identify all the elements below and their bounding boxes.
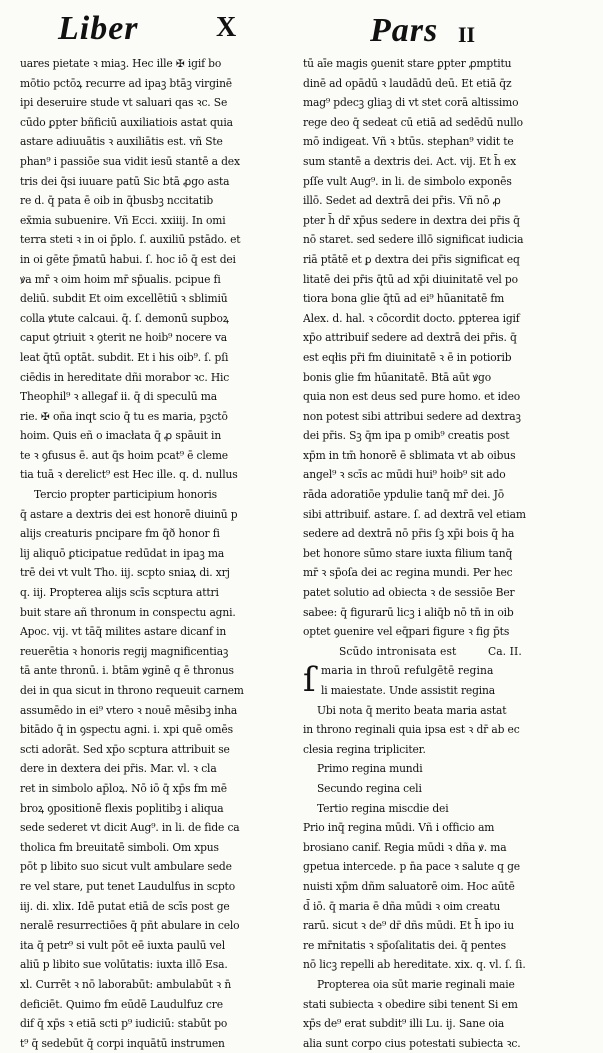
left-column-line: neralē resurrectiōes q̄ pñt abulare in celo <box>20 919 240 933</box>
chapter-line: li maiestate. Unde assistit regina <box>321 684 495 697</box>
chapter-heading-text: Scūdo intronisata est <box>339 644 457 658</box>
chapter-line: Primo regina mundi <box>317 762 423 776</box>
left-column-line: tia tuā ꝛ derelict⁹ est Hec ille. q. d. nullus <box>20 468 238 482</box>
running-head-liber: Liber <box>58 10 139 47</box>
left-column-line: caput ꝯtriuit ꝛ ꝯterit ne hoib⁹ nocere va <box>20 331 228 345</box>
left-column-line: reuerētia ꝛ honoris regij magnificentiaꝫ <box>20 644 229 658</box>
right-column-line: optet ꝯuenire vel eq̄pari figure ꝛ fig p̄ts <box>303 625 510 639</box>
left-column-line: xl. Currēt ꝛ nō laborabūt: ambulabūt ꝛ n̄ <box>20 977 232 991</box>
left-column-line: hoim. Quis eñ o imacłata q̄ ꝓ spāuit in <box>20 429 222 443</box>
left-column-line: trē dei vt vult Tho. iij. scpto sniaꝝ di. xrj <box>20 566 230 580</box>
left-column-line: te ꝛ ꝯfusus ē. aut q̄s hoim pcat⁹ ē cleme <box>20 448 228 462</box>
chapter-line: d̄ iō. q̄ maria ē dña mūdi ꝛ oim creatu <box>303 899 501 913</box>
right-column-line: pter h̄ dr̄ xp̄us sedere in dextra dei pr̄is q̄ <box>303 213 520 227</box>
right-column-line: tū aīe magis ꝯuenit stare ꝑpter ꝓmptitu <box>303 57 512 70</box>
left-column-line: leat q̄tū optāt. subdit. Et i his oib⁹. ſ. pſi <box>20 350 229 364</box>
left-column-line: ꝟa mr̄ ꝛ oim hoim mr̄ sp̄ualis. pcipue fi <box>20 272 221 286</box>
left-column-line: ex̄mia subuenire. Vñ Ecci. xxiiij. In omi <box>20 213 226 227</box>
left-column-line: dif q̄ xp̄s ꝛ etiā scti p⁹ iudiciū: stabūt po <box>20 1017 228 1031</box>
right-column-line: bet honore sūmo stare iuxta filium tanq̄ <box>303 546 513 560</box>
left-column-line: deliū. subdit Et oim excellētiū ꝛ sblimiū <box>20 292 228 306</box>
right-column-line: patet solutio ad obiecta ꝛ de sessiōe Ber <box>303 586 515 600</box>
left-column-line: bitādo q̄ in ꝯspectu agni. i. xpi quē omēs <box>20 723 233 737</box>
chapter-line: gpetua intercede. p n̄a pace ꝛ salute q ge <box>303 860 520 874</box>
left-column-line: tris dei q̄si iuuare patū Sic btā ꝓgo asta <box>20 174 230 188</box>
drop-initial: ſ <box>303 660 316 701</box>
right-column-line: pſſe vult Aug⁹. in li. de simbolo exponēs <box>303 174 512 188</box>
right-column-line: nō staret. sed sedere illō significat iudicia <box>303 233 524 247</box>
left-column-line: re d. q̄ pata ē oib in q̄busbꝫ nccitatib <box>20 194 214 208</box>
running-head-part-number: II <box>458 22 476 47</box>
left-column-line: lij aliquō ꝑticipatue redūdat in ipaꝫ ma <box>20 546 225 560</box>
right-column-line: bonis glie fm hūanitatē. Btā aūt ꝟgo <box>303 370 491 384</box>
right-column-line: mag⁹ pdecꝫ gliaꝫ di vt stet corā altissimo <box>303 96 519 110</box>
chapter-reference: Ca. II. <box>487 644 522 658</box>
left-column-line: phan⁹ i passiōe sua vidit iesū stantē a dex <box>20 154 240 168</box>
running-head <box>0 0 603 48</box>
right-column-line: xp̄m in tm̄ honorē ē sblimata vt ab oibus <box>303 448 516 462</box>
left-column-line: t⁹ q̄ sedebūt q̄ corpi inquātū instrumen <box>20 1036 225 1050</box>
right-column-line: dinē ad opādū ꝛ laudādū deū. Et etiā q̄z <box>303 76 512 90</box>
left-column-line: tā ante thronū. i. btām ꝟginē q ē thronus <box>20 664 234 678</box>
left-column-line: aliū p libito sue volūtatis: iuxta illō Esa. <box>20 958 228 972</box>
left-column-line: Apoc. vij. vt tāq̄ milites astare dicanf in <box>20 625 227 639</box>
left-column-line: broꝝ ꝯpositionē flexis poplitibꝫ i aliqua <box>20 801 224 815</box>
chapter-line: brosiano canif. Regia mūdi ꝛ dña ꝟ. ma <box>303 840 507 854</box>
left-column-line: iij. di. xlix. Idē putat etiā de scīs post ge <box>20 899 230 913</box>
left-column-line: in oi gēte p̄matū habui. ſ. hoc iō q̄ est dei <box>20 252 236 266</box>
right-column-body <box>303 54 583 642</box>
left-column-line: q. iij. Propterea alijs scīs scptura attri <box>20 586 219 600</box>
chapter-line: alia sunt corpo cius potestati subiecta ꝛc. <box>303 1036 521 1050</box>
chapter-two <box>303 642 583 1053</box>
chapter-line: re mr̄nitatis ꝛ sp̄oſalitatis dei. q̄ pentes <box>303 938 506 952</box>
left-column-line: sede sederet vt dicit Aug⁹. in li. de fide ca <box>20 821 240 835</box>
chapter-line: maria in throū refulgētē regina <box>321 664 494 678</box>
right-column-line: illō. Sedet ad dextrā dei pr̄is. Vñ nō ꝓ <box>303 194 501 208</box>
chapter-line: Secundo regina celi <box>317 781 422 795</box>
right-column-line: est eqłis pr̄i fm diuinitatē ꝛ ē in potiorib <box>303 350 512 364</box>
right-column-line: xp̄o attribuif sedere ad dextrā dei pr̄is. q̄ <box>303 331 517 345</box>
right-column-line: sum stantē a dextris dei. Act. vij. Et h̄ ex <box>303 154 517 168</box>
left-column-line: rie. ✠ oña inqt scio q̄ tu es maria, pꝫctō <box>20 409 228 423</box>
left-column-line: terra steti ꝛ in oi p̄plo. ſ. auxiliū pstādo. et <box>20 233 241 247</box>
chapter-line: Propterea oia sūt marie reginali maie <box>317 977 515 991</box>
left-column-line: ret in simbolo ap̄loꝝ. Nō iō q̄ xp̄s fm mē <box>20 781 227 795</box>
chapter-line: nō licꝫ repelli ab hereditate. xix. q. vl. ſ. ſi. <box>303 958 526 972</box>
right-column-line: dei pr̄is. Sꝫ q̄m ipa p omib⁹ creatis post <box>303 429 510 443</box>
left-column-line: ita q̄ petr⁹ si vult pōt eē iuxta paulū vel <box>20 938 225 952</box>
right-column-line: Alex. d. hal. ꝛ cōcordit docto. ꝑpterea igif <box>303 311 520 325</box>
right-column-line: non potest sibi attribui sedere ad dextraꝫ <box>303 409 521 423</box>
left-column-line: cūdo ꝑpter bñficiū auxiliatiois astat quia <box>20 115 233 129</box>
chapter-line: Tertio regina miscdie dei <box>317 801 449 815</box>
left-column-line: colla ꝟtute calcaui. q̄. ſ. demonū supboꝝ <box>20 311 229 325</box>
right-column-line: sedere ad dextrā nō pr̄is ſꝫ xp̄i bois q̄ ha <box>303 527 515 541</box>
left-column-line: scti adorāt. Sed xp̄o scptura attribuit se <box>20 742 230 756</box>
left-column-line: astare adiuuātis ꝛ auxiliātis est. vñ Ste <box>20 135 223 149</box>
left-column-line: Theophil⁹ ꝛ allegaf ii. q̄ di speculū ma <box>20 390 217 404</box>
left-column-line: Tercio propter participium honoris <box>34 488 217 502</box>
chapter-line: in throno reginali quia ipsa est ꝛ dr̄ ab ec <box>303 723 520 737</box>
chapter-line: clesia regina tripliciter. <box>303 742 426 756</box>
left-column-line: uares pietate ꝛ miaꝫ. Hec ille ✠ igif bo <box>20 57 222 70</box>
right-column-line: sibi attribuif. astare. ſ. ad dextrā vel etiam <box>303 507 526 521</box>
left-column-line: q̄ astare a dextris dei est honorē diuinū p <box>20 507 238 521</box>
chapter-lines <box>303 661 583 1053</box>
right-column-line: quia non est deus sed pure homo. et ideo <box>303 390 521 404</box>
left-column-line: ciēdis in hereditate dñi morabor ꝛc. Hic <box>20 370 230 384</box>
chapter-line: xp̄s de⁹ erat subdit⁹ illi Lu. ij. Sane oia <box>303 1017 505 1031</box>
chapter-line: Ubi nota q̄ merito beata maria astat <box>317 703 507 717</box>
left-column-line: deficiēt. Quimo fm eūdē Laudulfuz cre <box>20 997 223 1011</box>
left-column-line: tholica fm breuitatē simboli. Om xpus <box>20 840 219 854</box>
left-column-line: alijs creaturis pncipare fm q̄ð honor fi <box>20 527 220 541</box>
left-column-line: dei in qua sicut in throno requeuit carnem <box>20 684 244 697</box>
chapter-line: rarū. sicut ꝛ de⁹ dr̄ dñs mūdi. Et h̄ ipo iu <box>303 919 514 933</box>
chapter-line: nuisti xp̄m dñm saluatorē oim. Hoc aūtē <box>303 879 515 893</box>
left-column-line: dere in dextera dei pr̄is. Mar. vl. ꝛ cla <box>20 762 217 776</box>
left-column-line: mōtio pctōꝝ recurre ad ipaꝫ btāꝫ virginē <box>20 76 232 90</box>
chapter-line: Prio inq̄ regina mūdi. Vñ i officio am <box>303 821 495 835</box>
chapter-heading <box>303 642 583 662</box>
right-column-line: rege deo q̄ sedeat cū etiā ad sedēdū nullo <box>303 115 523 129</box>
left-column-line: assumēdo in ei⁹ vtero ꝛ nouē mēsibꝫ inha <box>20 703 238 717</box>
right-column-line: riā ptātē et ꝑ dextra dei pr̄is significat eq <box>303 252 520 266</box>
left-column-line: re vel stare, put tenet Laudulfus in scpto <box>20 879 235 893</box>
chapter-line: stati subiecta ꝛ obedire sibi tenent Si em <box>303 997 518 1011</box>
right-column-line: angel⁹ ꝛ scīs ac mūdi hui⁹ hoib⁹ sit ado <box>303 468 506 482</box>
right-column-line: litatē dei pr̄is q̄tū ad xp̄i diuinitatē vel po <box>303 272 518 286</box>
right-column-line: tiora bona glie q̄tū ad ei⁹ hūanitatē fm <box>303 292 505 306</box>
right-column-line: rāda adoratiōe ypdulie tanq̄ mr̄ dei. Jō <box>303 488 505 502</box>
left-column-line: buit stare añ thronum in conspectu agni. <box>20 605 236 619</box>
right-text-column <box>303 54 583 1053</box>
right-column-line: sabee: q̄ figurarū licꝫ i aliq̄b nō tn̄ in oib <box>303 605 514 619</box>
right-column-line: mr̄ ꝛ sp̄oſa dei ac regina mundi. Per hec <box>303 566 513 580</box>
left-column-line: ipi deseruire stude vt saluari qas ꝛc. Se <box>20 96 228 110</box>
chapter-body <box>303 661 583 1053</box>
right-column-line: mō indigeat. Vñ ꝛ btūs. stephan⁹ vidit te <box>303 135 514 149</box>
running-head-pars: Pars <box>370 12 439 49</box>
left-text-column <box>20 54 298 1053</box>
running-head-book-number: X <box>216 12 237 43</box>
left-column-line: pōt p libito suo sicut vult ambulare sede <box>20 860 232 874</box>
